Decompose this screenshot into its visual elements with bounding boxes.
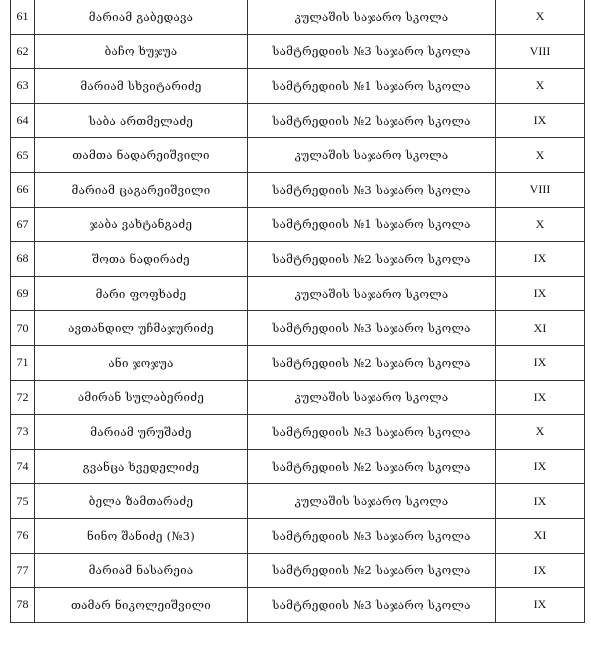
row-number-cell: 73 [11, 415, 35, 450]
grade-cell: IX [496, 345, 585, 380]
grade-cell: IX [496, 449, 585, 484]
table-row [11, 380, 585, 415]
school-name-cell: კულაშის საჯარო სკოლა [248, 484, 496, 519]
student-name-cell: შოთა ნადირაძე [35, 242, 248, 277]
student-name-cell: ანი ჯოჯუა [35, 345, 248, 380]
grade-cell: VIII [496, 172, 585, 207]
grade-cell: VIII [496, 34, 585, 69]
table-row [11, 0, 585, 34]
school-name-cell: კულაშის საჯარო სკოლა [248, 0, 496, 34]
row-number-cell: 77 [11, 553, 35, 588]
student-name-cell: თამთა ნადარეიშვილი [35, 138, 248, 173]
school-name-cell: კულაშის საჯარო სკოლა [248, 276, 496, 311]
table-row [11, 69, 585, 104]
school-name-cell: სამტრედიის №3 საჯარო სკოლა [248, 311, 496, 346]
school-name-cell: სამტრედიის №3 საჯარო სკოლა [248, 34, 496, 69]
row-number-cell: 75 [11, 484, 35, 519]
student-name-cell: მარიამ ურუშაძე [35, 415, 248, 450]
row-number-cell: 67 [11, 207, 35, 242]
school-name-cell: სამტრედიის №2 საჯარო სკოლა [248, 553, 496, 588]
grade-cell: IX [496, 242, 585, 277]
table-row [11, 138, 585, 173]
school-name-cell: სამტრედიის №2 საჯარო სკოლა [248, 242, 496, 277]
table-row [11, 449, 585, 484]
row-number-cell: 63 [11, 69, 35, 104]
table-row [11, 311, 585, 346]
student-name-cell: მარიამ ცაგარეიშვილი [35, 172, 248, 207]
school-name-cell: კულაშის საჯარო სკოლა [248, 138, 496, 173]
student-name-cell: ჯაბა ვახტანგაძე [35, 207, 248, 242]
row-number-cell: 62 [11, 34, 35, 69]
student-name-cell: მარიამ ნასარეია [35, 553, 248, 588]
school-name-cell: სამტრედიის №1 საჯარო სკოლა [248, 69, 496, 104]
school-name-cell: სამტრედიის №2 საჯარო სკოლა [248, 449, 496, 484]
school-name-cell: სამტრედიის №3 საჯარო სკოლა [248, 415, 496, 450]
row-number-cell: 71 [11, 345, 35, 380]
grade-cell: IX [496, 103, 585, 138]
student-name-cell: ამირან სულაბერიძე [35, 380, 248, 415]
school-name-cell: სამტრედიის №3 საჯარო სკოლა [248, 172, 496, 207]
student-name-cell: ნინო შანიძე (№3) [35, 518, 248, 553]
school-name-cell: სამტრედიის №2 საჯარო სკოლა [248, 103, 496, 138]
school-name-cell: სამტრედიის №2 საჯარო სკოლა [248, 345, 496, 380]
grade-cell: IX [496, 588, 585, 623]
student-name-cell: მარიამ სხვიტარიძე [35, 69, 248, 104]
table-row [11, 588, 585, 623]
row-number-cell: 72 [11, 380, 35, 415]
school-name-cell: სამტრედიის №3 საჯარო სკოლა [248, 518, 496, 553]
school-name-cell: სამტრედიის №3 საჯარო სკოლა [248, 588, 496, 623]
grade-cell: IX [496, 553, 585, 588]
table-row [11, 345, 585, 380]
grade-cell: IX [496, 276, 585, 311]
table-row [11, 207, 585, 242]
table-row [11, 103, 585, 138]
school-name-cell: კულაშის საჯარო სკოლა [248, 380, 496, 415]
row-number-cell: 74 [11, 449, 35, 484]
table-row [11, 34, 585, 69]
row-number-cell: 68 [11, 242, 35, 277]
row-number-cell: 78 [11, 588, 35, 623]
table-row [11, 553, 585, 588]
row-number-cell: 65 [11, 138, 35, 173]
row-number-cell: 64 [11, 103, 35, 138]
student-name-cell: საბა ართმელაძე [35, 103, 248, 138]
grade-cell: X [496, 0, 585, 34]
row-number-cell: 76 [11, 518, 35, 553]
grade-cell: XI [496, 518, 585, 553]
grade-cell: IX [496, 380, 585, 415]
table-body [11, 0, 585, 622]
school-name-cell: სამტრედიის №1 საჯარო სკოლა [248, 207, 496, 242]
row-number-cell: 69 [11, 276, 35, 311]
grade-cell: X [496, 138, 585, 173]
participants-table [10, 0, 585, 623]
table-row [11, 484, 585, 519]
row-number-cell: 70 [11, 311, 35, 346]
table-row [11, 415, 585, 450]
student-name-cell: მარიამ გაბედავა [35, 0, 248, 34]
table-row [11, 242, 585, 277]
row-number-cell: 66 [11, 172, 35, 207]
student-name-cell: თამარ ნიკოლეიშვილი [35, 588, 248, 623]
row-number-cell: 61 [11, 0, 35, 34]
student-name-cell: გვანცა ხვედელიძე [35, 449, 248, 484]
student-name-cell: ავთანდილ უჩმაჯურიძე [35, 311, 248, 346]
student-name-cell: ბელა ზამთარაძე [35, 484, 248, 519]
grade-cell: XI [496, 311, 585, 346]
grade-cell: IX [496, 484, 585, 519]
table-row [11, 172, 585, 207]
grade-cell: X [496, 207, 585, 242]
participants-table-container [10, 0, 582, 623]
grade-cell: X [496, 69, 585, 104]
table-row [11, 276, 585, 311]
table-row [11, 518, 585, 553]
student-name-cell: ბაჩო ხუჯუა [35, 34, 248, 69]
grade-cell: X [496, 415, 585, 450]
student-name-cell: მარი ფოფხაძე [35, 276, 248, 311]
